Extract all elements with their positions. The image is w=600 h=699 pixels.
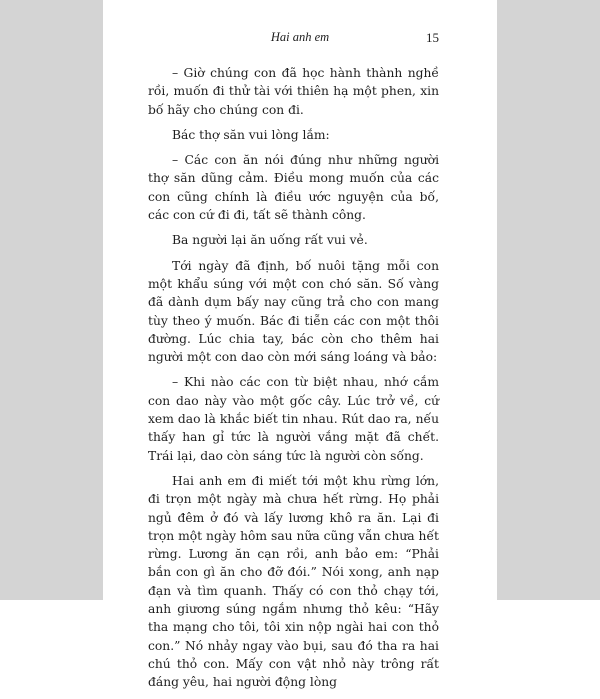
- paragraph: – Giờ chúng con đã học hành thành nghề rồi, muốn đi thử tài với thiên hạ một phen, xin bố hãy cho chúng con đi.: [148, 66, 439, 117]
- page-number: 15: [426, 30, 439, 45]
- running-header: [103, 30, 497, 50]
- chapter-title: Hai anh em: [270, 30, 330, 44]
- paragraph: Hai anh em đi miết tới một khu rừng lớn, đi trọn một ngày mà chưa hết rừng. Họ phải ngủ đêm ở đó và lấy lương khô ra ăn. Lại đi trọn một ngày hôm sau nữa cũng vẫn chưa hết rừng. Lương ăn cạn rồi, anh bảo em: “Phải bắn con gì ăn cho đỡ đói.” Nói xong, anh nạp đạn và tìm quanh. Thấy có con thỏ chạy tới, anh giương súng ngắm nhưng thỏ kêu: “Hãy tha mạng cho tôi, tôi xin nộp ngài hai con thỏ con.” Nó nhảy ngay vào bụi, sau đó tha ra hai chú thỏ con. Mấy con vật nhỏ này trông rất đáng yêu, hai người động lòng: [148, 473, 439, 690]
- paragraph: – Các con ăn nói đúng như những người thợ săn dũng cảm. Điều mong muốn của các con cũng chính là điều ước nguyện của bố, các con cứ đi đi, tất sẽ thành công.: [148, 153, 439, 223]
- left-margin-background: [0, 0, 103, 600]
- book-page: [103, 0, 497, 690]
- right-margin-background: [497, 0, 600, 600]
- paragraph: Ba người lại ăn uống rất vui vẻ.: [172, 233, 368, 248]
- paragraph: – Khi nào các con từ biệt nhau, nhớ cắm con dao này vào một gốc cây. Lúc trở về, cứ xem dao là khắc biết tin nhau. Rút dao ra, nếu thấy han gỉ tức là người vắng mặt đã chết. Trái lại, dao còn sáng tức là người còn sống.: [148, 375, 439, 463]
- paragraph: Tới ngày đã định, bố nuôi tặng mỗi con một khẩu súng với một con chó săn. Số vàng đã dành dụm bấy nay cũng trả cho con mang tùy theo ý muốn. Bác đi tiễn các con một thôi đường. Lúc chia tay, bác còn cho thêm hai người một con dao còn mới sáng loáng và bảo:: [148, 258, 439, 365]
- page-body: [148, 64, 439, 699]
- paragraph: Bác thợ săn vui lòng lắm:: [172, 127, 330, 142]
